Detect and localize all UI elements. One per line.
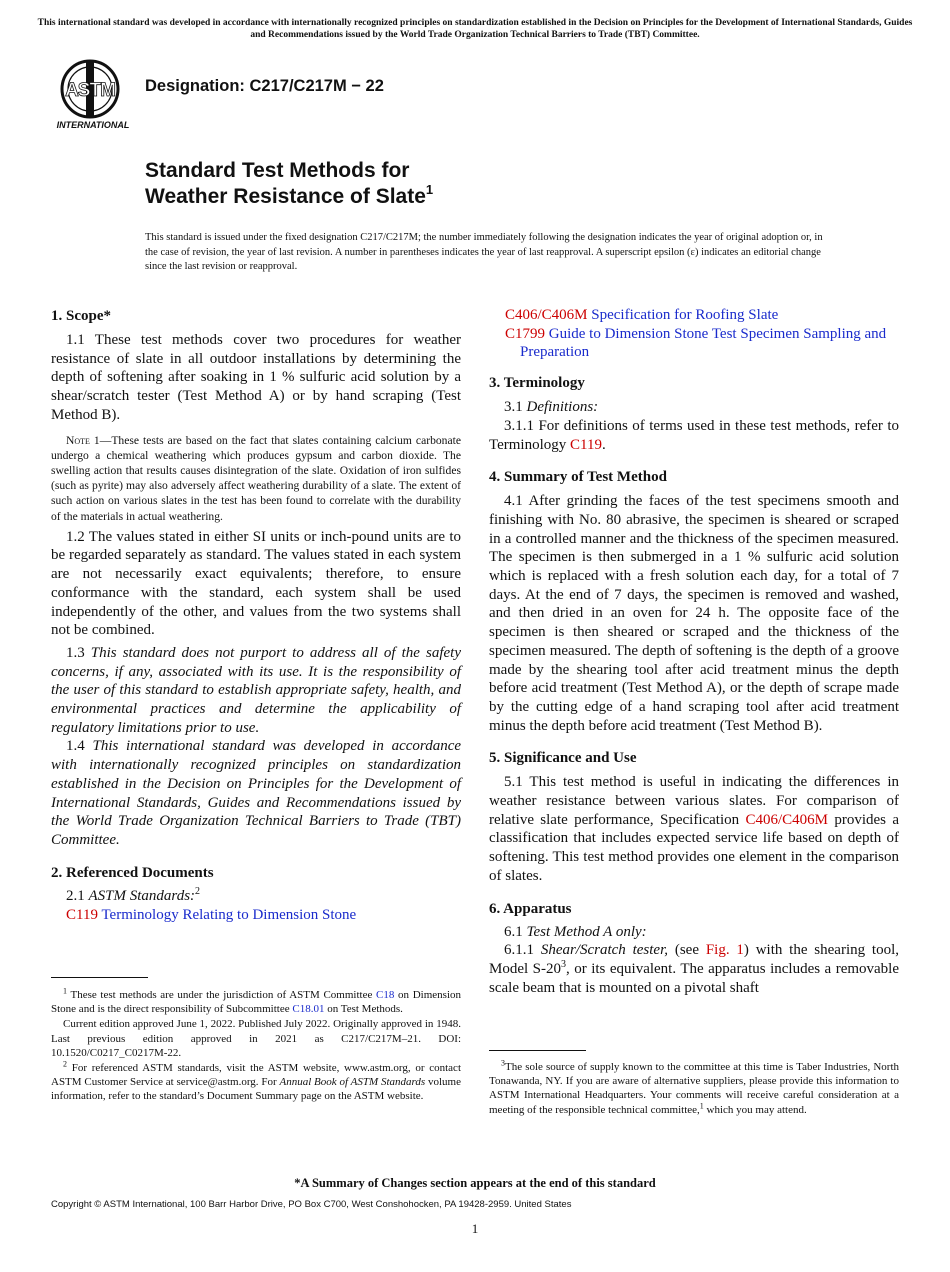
- summary-of-changes-note: *A Summary of Changes section appears at the end of this standard: [294, 1176, 656, 1190]
- designation: Designation: C217/C217M − 22: [145, 77, 384, 95]
- para-1-4-num: 1.4: [66, 738, 93, 755]
- para-1-3-text: This standard does not purport to address all of the safety concerns, if any, associated with its use. It is the responsibility of the user of this standard to establish appropriate safety, health, and environmental practices and determine the applicability of regulatory limitations prior to use.: [51, 644, 461, 736]
- para-6-1-1-c: , or its equivalent. The apparatus includes a removable scale beam that is mounted on a pivotal shaft: [489, 960, 900, 996]
- para-3-1-1-a: 3.1.1 For definitions of terms used in these test methods, refer to Terminology: [489, 417, 899, 453]
- para-6-1-1: [489, 941, 899, 997]
- para-1-3-num: 1.3: [66, 644, 91, 661]
- right-footnotes: [489, 1060, 899, 1117]
- ref-c1799-title-link[interactable]: Guide to Dimension Stone Test Specimen Sampling and Preparation: [520, 325, 887, 361]
- astm-logo: [50, 56, 136, 134]
- section-4-heading: 4. Summary of Test Method: [489, 469, 667, 486]
- para-5-1-a: 5.1 This test method is useful in indicating the differences in weather resistance between various slates. For comparison of relative slate performance, Specification: [489, 774, 899, 828]
- page-number: 1: [471, 1221, 479, 1236]
- para-3-1-1-b: .: [601, 436, 606, 453]
- footnote-2-mark: 2: [63, 1059, 67, 1069]
- note-1-text: —These tests are based on the fact that slates containing calcium carbonate undergo a chemical weathering which produces gypsum and carbon dioxide. The swelling action that results causes disintegration of the slate. Oxidation of iron sulfides (such as pyrite) may also adversely affect weathering durability of a slate. The extent of such action on various slates in the test has been found to correlate with the durability of the materials in actual weathering.: [51, 433, 461, 523]
- right-column: [489, 306, 899, 997]
- footnote-2-a: For referenced ASTM standards, visit the ASTM website, www.astm.org, or contact ASTM Customer Service at service@astm.org. For: [51, 1062, 461, 1089]
- reference-c119: [51, 906, 461, 925]
- para-6-1-text: Test Method A only:: [526, 923, 647, 940]
- footnote-1-b: on Dimension Stone and is the direct responsibility of Subcommittee: [51, 989, 461, 1016]
- footnote-2-italic: Annual Book of ASTM Standards: [279, 1076, 426, 1089]
- para-1-2: 1.2 The values stated in either SI units or inch-pound units are to be regarded separately as standard. The values stated in each system are not necessarily exact equivalents; therefore, to ensure conformance with the standard, each system shall be used independently of the other, and values from the two systems shall not be combined.: [51, 528, 461, 639]
- footnote-1: [51, 988, 461, 1016]
- left-column: [51, 306, 461, 925]
- footnote-2-b: volume information, refer to the standard’s Document Summary page on the ASTM website.: [51, 1076, 461, 1103]
- para-3-1-num: 3.1: [504, 399, 527, 416]
- title-line-1: Standard Test Methods for: [145, 159, 410, 182]
- section-6-heading: 6. Apparatus: [489, 900, 572, 917]
- committee-c18-link[interactable]: C18: [376, 989, 395, 1001]
- title-line-2: [145, 184, 433, 210]
- title-line-2-text: Weather Resistance of Slate: [145, 185, 426, 208]
- para-1-4: [51, 737, 461, 849]
- para-6-1-1-b: ) with the shearing tool, Model S-20: [489, 942, 900, 977]
- footnote-1-mark: 1: [63, 986, 67, 996]
- para-1-4-text: This international standard was developed in accordance with internationally recognized principles on standardization established in the Decision on Principles for the Development of International Standards, Guides and Recommendations issued by the World Trade Organization Technical Barriers to Trade (TBT) Committee.: [51, 738, 462, 848]
- para-1-3: [51, 644, 461, 738]
- para-2-1: [51, 887, 461, 906]
- para-6-1-1-term: Shear/Scratch tester,: [540, 942, 669, 959]
- logo-letters: ASTM: [65, 80, 115, 101]
- footnote-3: [489, 1060, 899, 1117]
- para-6-1-1-num: 6.1.1: [504, 942, 541, 959]
- footnote-2: [51, 1061, 461, 1104]
- footnote-edition: Current edition approved June 1, 2022. Published July 2022. Originally approved in 1948. Last previous edition approved in 2021 as C217/C217M–21. DOI: 10.1520/C0217_C0217M-22.: [51, 1018, 461, 1059]
- astm-logo-icon: [50, 56, 136, 134]
- para-3-1-text: Definitions:: [526, 399, 599, 416]
- section-5-heading: 5. Significance and Use: [489, 750, 637, 767]
- footnote-3-b: which you may attend.: [703, 1103, 807, 1116]
- section-2-heading: 2. Referenced Documents: [51, 864, 214, 881]
- para-6-1: [489, 923, 899, 942]
- para-2-1-footnote-ref[interactable]: 2: [195, 885, 201, 897]
- footnote-3-a: The sole source of supply known to the committee at this time is Taber Industries, North Tonawanda, NY. If you are aware of alternative suppliers, please provide this information to ASTM International Headquarters. Your comments will receive careful consideration at a meeting of the responsible technical committee,: [489, 1061, 899, 1116]
- term-c119-link[interactable]: C119: [570, 436, 602, 453]
- ref-c1799-code-link[interactable]: C1799: [505, 325, 546, 342]
- footnote-1-a: These test methods are under the jurisdiction of ASTM Committee: [67, 989, 377, 1001]
- para-4-1: 4.1 After grinding the faces of the test specimens smooth and finishing with No. 80 abrasive, the specimen is sheared or scraped in a controlled manner and the thickness of the specimen measured. The specimen is then submerged in a 1 % sulfuric acid solution which is replaced with a fresh solution each day, for a total of 7 days. At the end of 7 days, the specimen is removed and washed, and then dried in an oven for 24 h. The opposite face of the specimen is then sheared or scraped and the thickness of the specimen measured. The depth of softening is the depth of a groove made by the shearing tool after acid treatment minus the depth before acid treatment (Test Method A), or the depth of scrape made by the cutting edge of a hand scraping tool after acid treatment minus the depth before acid treatment (Test Method B).: [489, 493, 899, 734]
- section-3-heading: 3. Terminology: [489, 375, 585, 392]
- footnote-3-mark: 3: [501, 1058, 505, 1068]
- left-footnote-rule: [51, 977, 148, 978]
- para-2-1-num: 2.1: [66, 887, 89, 904]
- footnote-1-c: on Test Methods.: [324, 1003, 403, 1016]
- para-3-1-1: [489, 417, 899, 454]
- ref-c119-title-link[interactable]: Terminology Relating to Dimension Stone: [101, 907, 357, 924]
- note-1-label: Note 1: [66, 433, 100, 447]
- reference-c1799: [489, 325, 899, 362]
- section-1-heading: 1. Scope*: [51, 308, 111, 324]
- fig-1-link[interactable]: Fig. 1: [705, 942, 744, 959]
- left-footnotes: [51, 988, 461, 1104]
- para-3-1: [489, 398, 899, 417]
- ref-c119-code-link[interactable]: C119: [66, 907, 98, 924]
- footnote-3-ref[interactable]: 1: [699, 1100, 704, 1110]
- document-title: [145, 158, 433, 210]
- para-1-1: 1.1 These test methods cover two procedures for weather resistance of slate in all outdoor installations by determining the depth of softening after soaking in 1 % sulfuric acid solution by a shear/scratch tester (Test Method A) or by hand scraping (Test Method B).: [51, 332, 461, 423]
- para-5-1-b: provides a classification that includes expected service life based on depth of softening. This test method provides one element in the comparison of slates.: [489, 811, 899, 884]
- para-6-1-1-footnote-ref[interactable]: 3: [561, 958, 566, 970]
- subcommittee-c1801-link[interactable]: C18.01: [292, 1003, 325, 1016]
- spec-c406-link[interactable]: C406/C406M: [745, 811, 828, 828]
- note-1: [51, 433, 461, 524]
- top-notice: This international standard was developed in accordance with internationally recognized principles on standardization established in the Decision on Principles for the Development of International Standards, Guides and Recommendations issued by the World Trade Organization Technical Barriers to Trade (TBT) Committee.: [37, 18, 913, 40]
- ref-c406-title-link[interactable]: Specification for Roofing Slate: [591, 307, 779, 323]
- para-6-1-num: 6.1: [504, 923, 527, 940]
- right-footnote-rule: [489, 1050, 586, 1051]
- reference-c406: [489, 306, 899, 325]
- title-footnote-ref[interactable]: 1: [425, 182, 434, 197]
- ref-c406-code-link[interactable]: C406/C406M: [505, 307, 588, 323]
- para-5-1: [489, 773, 899, 885]
- issue-statement: This standard is issued under the fixed designation C217/C217M; the number immediately following the designation indicates the year of original adoption or, in the case of revision, the year of last revision. A number in parentheses indicates the year of last reapproval. A superscript epsilon (ε) indicates an editorial change since the last revision or reapproval.: [145, 232, 823, 273]
- para-2-1-text: ASTM Standards:: [88, 887, 196, 904]
- logo-international: INTERNATIONAL: [56, 120, 130, 130]
- para-6-1-1-a: (see: [668, 942, 706, 959]
- copyright: Copyright © ASTM International, 100 Barr Harbor Drive, PO Box C700, West Conshohocken, PA 19428-2959. United States: [51, 1199, 572, 1210]
